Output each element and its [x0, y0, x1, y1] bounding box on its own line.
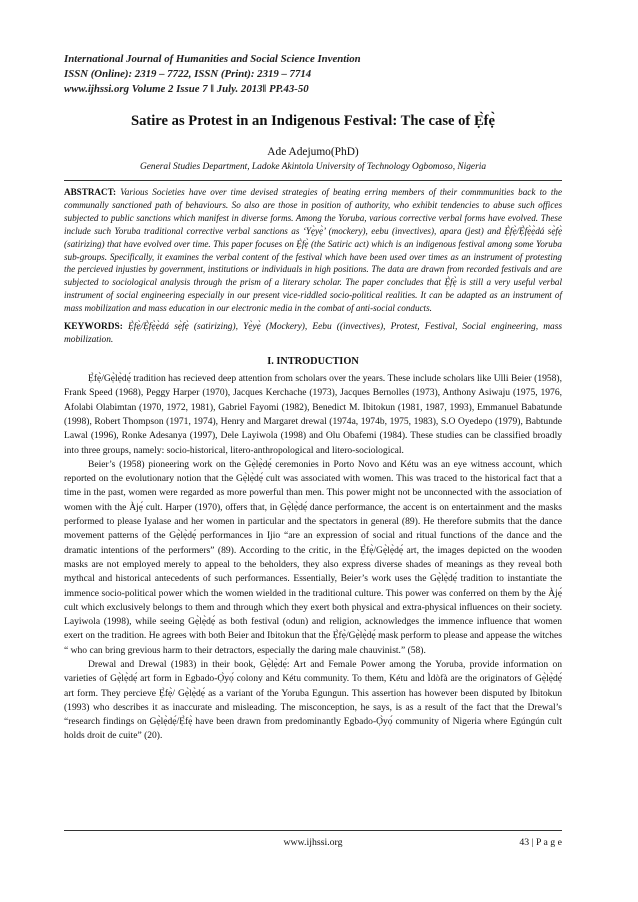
body-paragraph: Ẹ̀fẹ̀/Gẹ̀lẹ̀dẹ́ tradition has recieved deep attention from scholars over the years. These include scholars like Ulli Beier (1958), Frank Speed (1968), Peggy Harper (1970), Jacques Kerchache (1973), Jacques Bernolles (1973), Anthony Asiwaju (1975, 1976, Afolabi Olabimtan (1970, 1972, 1981), Gabriel Fayomi (1982), Benedict M. Ibitokun (1981, 1987, 1993), Emmanuel Babatunde (1998), Robert Thompson (1971, 1974), Henry and Margaret drewal (1974a, 1974b, 1975, 1983), S.O Oyedepo (1979), Babtunde Lawal (1996), Ronke Adesanya (1997), Dele Layiwola (1998) and Olu Obafemi (1984). These studies can be classified broadly into three groups, namely: socio-historical, litero-anthropological and litero-sociological.: [64, 373, 562, 456]
body-paragraph: Drewal and Drewal (1983) in their book, Gẹ̀lẹ̀dẹ́: Art and Female Power among the Yoruba, provide information on varieties of Gẹ̀lẹ̀dẹ́ art form in Egbado-Ọ̀yọ́ colony and Kétu community. To them, Kétu and Ìdòfà are the originators of Gẹ̀lẹ̀dẹ́ art form. They percieve Ẹ̀fẹ̀/ Gẹ̀lẹ̀dẹ́ as a variant of the Yoruba Egungun. This assertion has however been disputed by Ibitokun (1993) who describes it as inaccurate and misleading. The misconception, he says, is as a result of the fact that the Drewal’s “research findings on Gẹ̀lẹ̀dẹ́/Ẹ̀fẹ̀ have been drawn from predominantly Egbado-Ọ̀yọ́ community of Nigeria where Egúngún cult holds droit de cuite” (20).: [64, 659, 562, 742]
page-footer: [64, 830, 562, 848]
abstract-label: ABSTRACT:: [64, 187, 117, 197]
body-paragraph: Beier’s (1958) pioneering work on the Gẹ̀lẹ̀dẹ́ ceremonies in Porto Novo and Kétu was an eye witness account, which reported on the evolutionary notion that the Gẹ̀lẹ̀dẹ́ cult was associated with women. This was traced to the historical fact that a time in the past, women were regarded as more powerful than men. This power might not be unconnected with the association of women with the Àjẹ́ cult. Harper (1970), offers that, in Gẹ̀lẹ̀dẹ́ dance performance, the accent is on entertainment and the masks performed to please Iyalase and her women in particular and the spectators in general (89). He therefore submits that the dance movement patterns of the Gẹ̀lẹ̀dẹ́ performances in Ijio “are an expression of social and ritual functions of the dance and the dramatic intentions of the performers” (89). According to the critic, in the Ẹ̀fẹ̀/Gẹ̀lẹ̀dẹ́ art, the images depicted on the wooden masks are not employed merely to appeal to the beholders, they also express diverse shades of meanings as they reveal both mythcal and historical antecedents of such performances. Essentially, Beier’s work uses the Gẹ̀lẹ̀dẹ́ tradition to instantiate the immence socio-political power which the women wielded in the traditional culture. This power was conferred on them by the Àjẹ́ cult which exclusively belongs to them and through which they exert both physical and extra-physical influences on their society. Layiwola (1998), while seeing Gẹ̀lẹ̀dẹ́ as both festival (odun) and religion, acknowledges the immence influence that women exert on the tradition. He agrees with both Beier and Ibitokun that the Ẹ̀fẹ̀/Gẹ̀lẹ̀dẹ́ mask perform to please and appease the witches “ who can bring grevious harm to their detractors, especially the daring male chauvinist.” (58).: [64, 458, 562, 656]
footer-url[interactable]: www.ijhssi.org: [283, 837, 343, 848]
section-heading: I. INTRODUCTION: [267, 356, 359, 368]
paper-title: Satire as Protest in an Indigenous Festival: The case of Ẹ̀fẹ̀: [130, 113, 496, 129]
journal-name: International Journal of Humanities and Social Science Invention: [64, 53, 361, 65]
page-number: 43 | P a g e: [519, 837, 562, 848]
abstract-text: Various Societies have over time devised strategies of beating erring members of their commmunities back to the communally sanctioned path of behaviours. So also are those in position of authority, who exhibit tendencies to abuse such offices subjected to public sanctions which manifest in diverse forms. Among the Yoruba, various corrective verbal forms have evolved. These include such Yoruba traditional corrective verbal sanctions as ‘Yẹ̀yẹ̀’ (mockery), eebu (invectives), apara (jest) and Ẹ̀fẹ̀/Ẹ̀fẹ̀ẹ̀dá sẹ̀fẹ̀ (satirizing) that have evolved over time. This paper focuses on Ẹ̀fẹ̀ (the Satiric act) which is an indigenous festival among some Yoruba sub-groups. Specifically, it examines the verbal content of the festival which have been used over times as an instrument of protesting the percieved injusties by government, institutions or individuals in high positions. The data are drawn from recorded festivals and are subjected to sociological analysis through the prism of a literary scholar. The paper concludes that Ẹ̀fẹ̀ is still a very useful verbal instrument of social engineering especially in our present vice-riddled socio-political realities. It can be adapted as an instrument of mass mobilization and mass education in our electronic media in the combat of anti-social conducts.: [64, 187, 562, 314]
keywords-block: [64, 321, 562, 347]
issn-line: ISSN (Online): 2319 – 7722, ISSN (Print): 2319 – 7714: [64, 68, 312, 80]
volume-line: www.ijhssi.org Volume 2 Issue 7 ǁ July. 2013ǁ PP.43-50: [64, 83, 309, 95]
keywords-label: KEYWORDS:: [64, 322, 123, 333]
author-name: Ade Adejumo(PhD): [267, 146, 359, 158]
author-affiliation: General Studies Department, Ladoke Akintola University of Technology Ogbomoso, Nigeria: [139, 162, 487, 172]
paper-page: [64, 52, 562, 744]
header-divider: [64, 180, 562, 181]
body-text: [64, 372, 562, 744]
abstract-block: [64, 186, 562, 315]
keywords-text: Ẹ̀fẹ̀/Ẹ̀fẹ̀ẹ̀dá sẹ̀fẹ̀ (satirizing), Yẹ̀yẹ̀ (Mockery), Eebu ((invectives), Protest, Festival, Social engineering, mass mobilization.: [64, 322, 562, 346]
